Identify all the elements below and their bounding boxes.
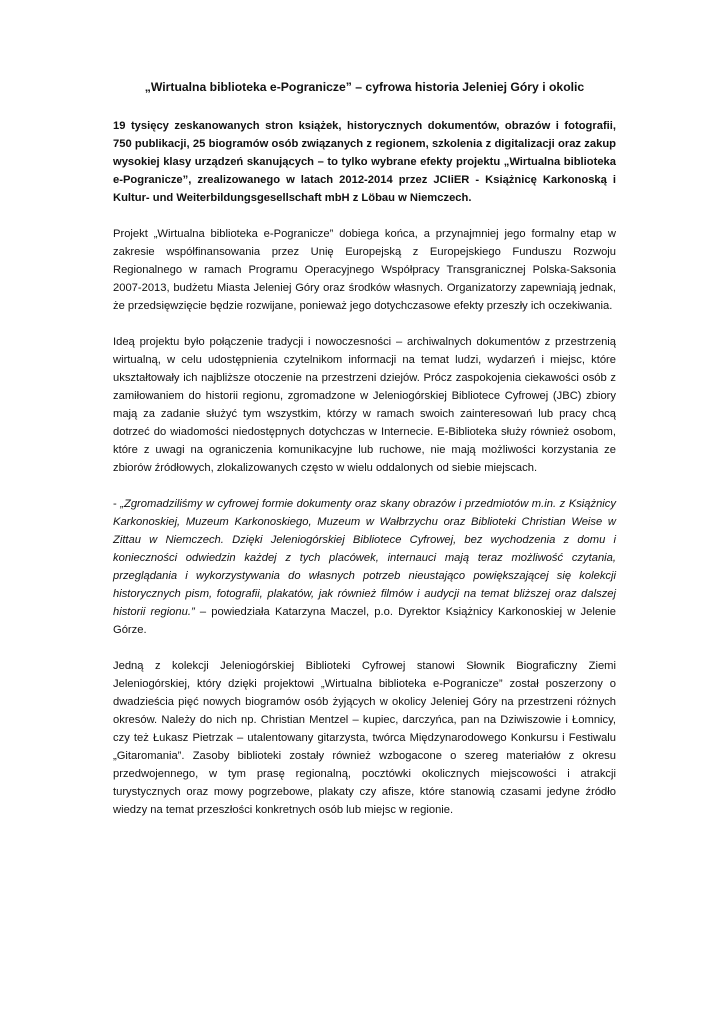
lead-paragraph: 19 tysięcy zeskanowanych stron książek, historycznych dokumentów, obrazów i fotografii, 750 publikacji, 25 biogramów osób związanych z regionem, szkolenia z digitalizacji oraz zakup wysokiej klasy urządzeń skanujących – to tylko wybrane efekty projektu „Wirtualna biblioteka e-Pogranicze”, zrealizowanego w latach 2012-2014 przez JCIiER - Książnicę Karkonoską i Kultur- und Weiterbildungsgesellschaft mbH z Löbau w Niemczech. <box>113 120 616 204</box>
quote-attribution: – powiedziała Katarzyna Maczel, p.o. Dyrektor Książnicy Karkonoskiej w Jelenie Górze. <box>113 606 616 636</box>
quote-text: „Zgromadziliśmy w cyfrowej formie dokumenty oraz skany obrazów i przedmiotów m.in. z Książnicy Karkonoskiej, Muzeum Karkonoskiego, Muzeum w Wałbrzychu oraz Biblioteki Christian Weise w Zittau w Niemczech. Dzięki Jeleniogórskiej Bibliotece Cyfrowej, bez wychodzenia z domu i konieczności odwiedzin każdej z tych placówek, internauci mają teraz możliwość czytania, przeglądania i wykorzystywania do własnych potrzeb nieustająco powiększającej się kolekcji historycznych pism, fotografii, plakatów, jak również filmów i audycji na temat bliższej oraz dalszej historii regionu.” <box>113 498 616 618</box>
paragraph-project-idea: Ideą projektu było połączenie tradycji i nowoczesności – archiwalnych dokumentów z przestrzenią wirtualną, w celu udostępnienia czytelnikom informacji na temat ludzi, wydarzeń i miejsc, które ukształtowały ich najbliższe otoczenie na przestrzeni dziejów. Prócz zaspokojenia ciekawości osób z zamiłowaniem do historii regionu, zgromadzone w Jeleniogórskiej Bibliotece Cyfrowej (JBC) zbiory mają za zadanie służyć tym wszystkim, którzy w ramach swoich zainteresowań lub pracy chcą dotrzeć do wiadomości niedostępnych dotychczas w Internecie. E-Biblioteka służy również osobom, które z uwagi na ograniczenia komunikacyjne lub ruchowe, nie mają możliwości korzystania ze zbiorów źródłowych, zlokalizowanych często w wielu oddalonych od siebie miejscach. <box>113 336 616 474</box>
document-title: „Wirtualna biblioteka e-Pogranicze” – cyfrowa historia Jeleniej Góry i okolic <box>144 80 585 94</box>
quote-paragraph <box>113 495 616 639</box>
paragraph-biographical-dictionary: Jedną z kolekcji Jeleniogórskiej Biblioteki Cyfrowej stanowi Słownik Biograficzny Ziemi Jeleniogórskiej, który dzięki projektowi „Wirtualna biblioteka e-Pogranicze” został poszerzony o dwadzieścia pięć nowych biogramów osób żyjących w okolicy Jeleniej Góry na przestrzeni różnych okresów. Należy do nich np. Christian Mentzel – kupiec, darczyńca, pan na Dziwiszowie i Łomnicy, czy też Łukasz Pietrzak – utalentowany gitarzysta, twórca Międzynarodowego Konkursu i Festiwalu „Gitaromania”. Zasoby biblioteki zostały również wzbogacone o szereg materiałów z okresu przedwojennego, w tym prasę regionalną, pocztówki okolicznych miejscowości i atrakcji turystycznych oraz mowy pogrzebowe, plakaty czy afisze, które stanowią czasami jedyne źródło wiedzy na temat przeszłości konkretnych osób lub miejsc w regionie. <box>113 660 616 816</box>
quote-prefix: - <box>113 498 121 510</box>
paragraph-project-status: Projekt „Wirtualna biblioteka e-Pogranicze” dobiega końca, a przynajmniej jego formalny etap w zakresie współfinansowania przez Unię Europejską z Europejskiego Funduszu Rozwoju Regionalnego w ramach Programu Operacyjnego Współpracy Transgranicznej Polska-Saksonia 2007-2013, budżetu Miasta Jeleniej Góry oraz środków własnych. Organizatorzy zapewniają jednak, że przedsięwzięcie będzie rozwijane, ponieważ jego dotychczasowe efekty przeszły ich oczekiwania. <box>113 228 616 312</box>
document-page <box>113 78 616 837</box>
